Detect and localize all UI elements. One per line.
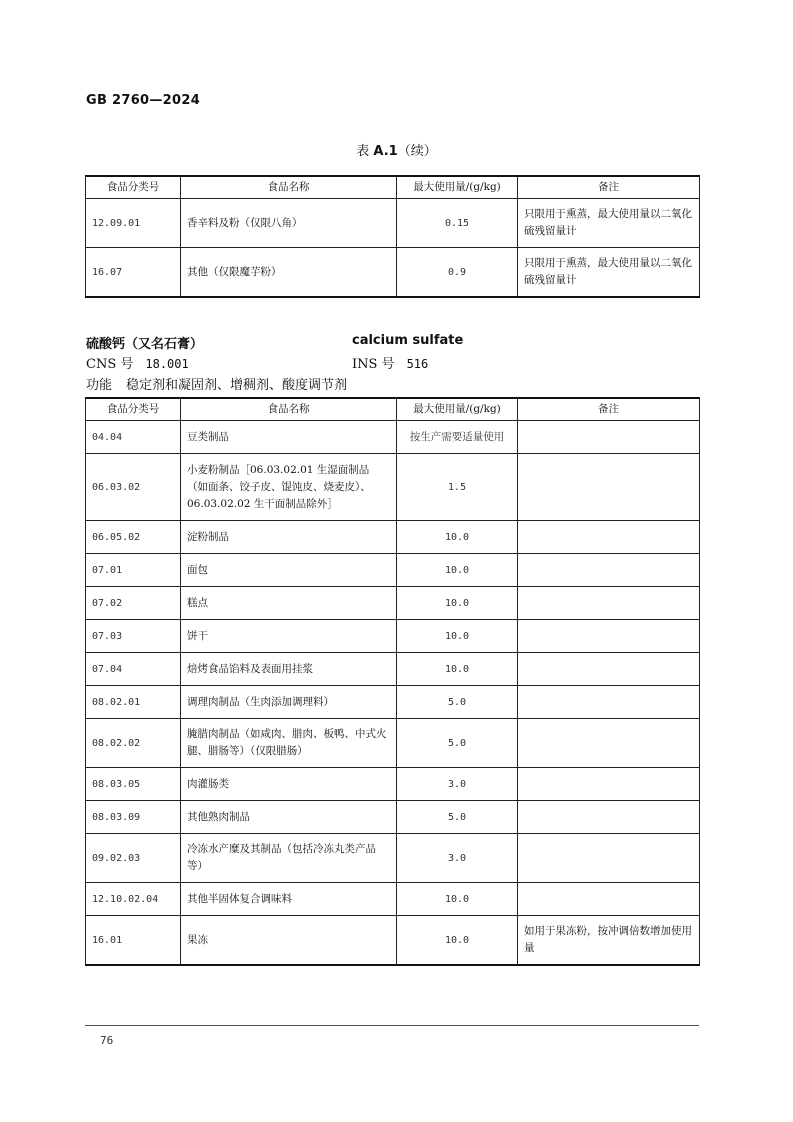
category-code-cell: 06.05.02 <box>86 521 181 554</box>
food-name-cell: 香辛料及粉（仅限八角） <box>181 199 397 248</box>
max-usage-cell: 10.0 <box>397 883 518 916</box>
column-header-max-usage: 最大使用量/(g/kg) <box>397 398 518 421</box>
notes-cell <box>518 421 700 454</box>
max-usage-cell: 10.0 <box>397 554 518 587</box>
notes-cell <box>518 554 700 587</box>
category-code-cell: 16.01 <box>86 916 181 966</box>
max-usage-cell: 1.5 <box>397 454 518 521</box>
table-caption-number: A.1 <box>373 144 398 159</box>
function-label: 功能 <box>86 378 113 393</box>
category-code-cell: 07.03 <box>86 620 181 653</box>
table-row <box>86 248 700 298</box>
food-name-cell: 冷冻水产糜及其制品（包括冷冻丸类产品等） <box>181 834 397 883</box>
column-header-food-name: 食品名称 <box>181 398 397 421</box>
column-header-notes: 备注 <box>518 176 700 199</box>
footer-divider <box>85 1025 699 1026</box>
calcium-sulfate-usage-table <box>85 397 700 966</box>
table-row <box>86 653 700 686</box>
table-caption <box>0 140 793 159</box>
function-value: 稳定剂和凝固剂、增稠剂、酸度调节剂 <box>126 378 348 393</box>
food-name-cell: 肉灌肠类 <box>181 768 397 801</box>
food-name-cell: 其他熟肉制品 <box>181 801 397 834</box>
column-header-notes: 备注 <box>518 398 700 421</box>
max-usage-cell: 5.0 <box>397 686 518 719</box>
ins-number: 516 <box>406 357 429 371</box>
cns-label: CNS 号 <box>86 357 134 372</box>
notes-cell <box>518 587 700 620</box>
category-code-cell: 06.03.02 <box>86 454 181 521</box>
food-name-cell: 饼干 <box>181 620 397 653</box>
notes-cell <box>518 801 700 834</box>
food-name-cell: 腌腊肉制品（如咸肉、腊肉、板鸭、中式火腿、腊肠等）（仅限腊肠） <box>181 719 397 768</box>
notes-cell: 只限用于熏蒸，最大使用量以二氧化硫残留量计 <box>518 248 700 298</box>
food-name-cell: 淀粉制品 <box>181 521 397 554</box>
table-header-row <box>86 176 700 199</box>
food-name-cell: 糕点 <box>181 587 397 620</box>
notes-cell <box>518 834 700 883</box>
max-usage-cell: 10.0 <box>397 620 518 653</box>
notes-cell <box>518 768 700 801</box>
table-header-row <box>86 398 700 421</box>
notes-cell <box>518 686 700 719</box>
usage-table-continued <box>85 175 700 298</box>
category-code-cell: 08.03.09 <box>86 801 181 834</box>
category-code-cell: 07.01 <box>86 554 181 587</box>
additive-name-cn: 硫酸钙（又名石膏） <box>86 337 204 352</box>
max-usage-cell: 5.0 <box>397 801 518 834</box>
max-usage-cell: 0.15 <box>397 199 518 248</box>
food-name-cell: 焙烤食品馅料及表面用挂浆 <box>181 653 397 686</box>
category-code-cell: 12.09.01 <box>86 199 181 248</box>
table-row <box>86 620 700 653</box>
max-usage-cell: 10.0 <box>397 653 518 686</box>
column-header-category-code: 食品分类号 <box>86 398 181 421</box>
table-row <box>86 834 700 883</box>
additive-codes-line <box>86 353 429 372</box>
category-code-cell: 08.02.01 <box>86 686 181 719</box>
food-name-cell: 其他半固体复合调味料 <box>181 883 397 916</box>
additive-function-line <box>86 374 347 393</box>
notes-cell <box>518 521 700 554</box>
notes-cell <box>518 719 700 768</box>
notes-cell <box>518 620 700 653</box>
table-caption-suffix: （续） <box>397 144 437 159</box>
notes-cell: 只限用于熏蒸，最大使用量以二氧化硫残留量计 <box>518 199 700 248</box>
page-number: 76 <box>100 1034 114 1047</box>
column-header-category-code: 食品分类号 <box>86 176 181 199</box>
table-row <box>86 199 700 248</box>
additive-name-en: calcium sulfate <box>352 333 464 348</box>
food-name-cell: 豆类制品 <box>181 421 397 454</box>
ins-label: INS 号 <box>352 357 395 372</box>
max-usage-cell: 3.0 <box>397 834 518 883</box>
max-usage-cell: 5.0 <box>397 719 518 768</box>
food-name-cell: 果冻 <box>181 916 397 966</box>
table-row <box>86 719 700 768</box>
table-row <box>86 686 700 719</box>
max-usage-cell: 3.0 <box>397 768 518 801</box>
category-code-cell: 07.02 <box>86 587 181 620</box>
max-usage-cell: 10.0 <box>397 916 518 966</box>
category-code-cell: 04.04 <box>86 421 181 454</box>
food-name-cell: 调理肉制品（生肉添加调理料） <box>181 686 397 719</box>
notes-cell <box>518 653 700 686</box>
category-code-cell: 08.03.05 <box>86 768 181 801</box>
notes-cell <box>518 883 700 916</box>
table-row <box>86 554 700 587</box>
max-usage-cell: 按生产需要适量使用 <box>397 421 518 454</box>
table-row <box>86 421 700 454</box>
table-row <box>86 521 700 554</box>
table-row <box>86 454 700 521</box>
table-caption-prefix: 表 <box>356 144 370 159</box>
standard-code: GB 2760—2024 <box>86 93 201 108</box>
max-usage-cell: 10.0 <box>397 521 518 554</box>
food-name-cell: 其他（仅限魔芋粉） <box>181 248 397 298</box>
category-code-cell: 08.02.02 <box>86 719 181 768</box>
table-row <box>86 587 700 620</box>
additive-name-line <box>86 333 464 352</box>
category-code-cell: 07.04 <box>86 653 181 686</box>
category-code-cell: 16.07 <box>86 248 181 298</box>
max-usage-cell: 0.9 <box>397 248 518 298</box>
max-usage-cell: 10.0 <box>397 587 518 620</box>
category-code-cell: 09.02.03 <box>86 834 181 883</box>
column-header-max-usage: 最大使用量/(g/kg) <box>397 176 518 199</box>
food-name-cell: 面包 <box>181 554 397 587</box>
notes-cell: 如用于果冻粉，按冲调倍数增加使用量 <box>518 916 700 966</box>
table-row <box>86 916 700 966</box>
category-code-cell: 12.10.02.04 <box>86 883 181 916</box>
column-header-food-name: 食品名称 <box>181 176 397 199</box>
table-row <box>86 883 700 916</box>
notes-cell <box>518 454 700 521</box>
table-row <box>86 768 700 801</box>
table-row <box>86 801 700 834</box>
cns-number: 18.001 <box>145 357 189 371</box>
food-name-cell: 小麦粉制品［06.03.02.01 生湿面制品（如面条、饺子皮、馄饨皮、烧麦皮）、06.03.02.02 生干面制品除外］ <box>181 454 397 521</box>
